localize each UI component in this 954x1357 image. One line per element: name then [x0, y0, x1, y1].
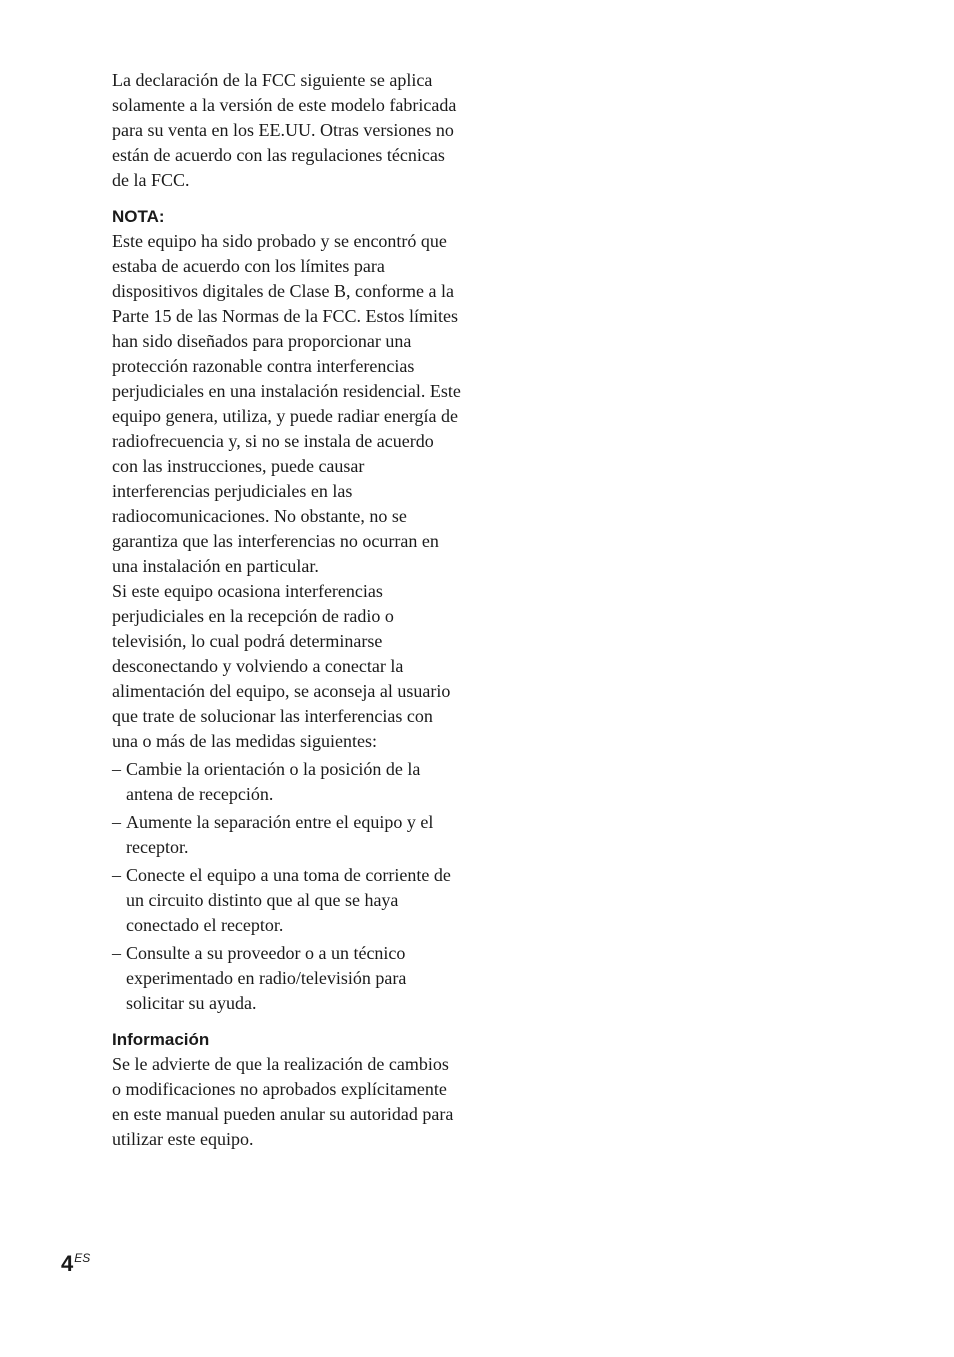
nota-paragraph-2: Si este equipo ocasiona interferencias perjudiciales en la recepción de radio o televisión, lo cual podrá determinarse desconectando y volviendo a conectar la alimentación del equipo, se aconseja al usuario que trate de solucionar las interferencias con una o más de las medidas siguientes: — [112, 581, 451, 751]
text-column — [112, 68, 462, 1152]
measure-text: Consulte a su proveedor o a un técnico experimentado en radio/televisión para solicitar su ayuda. — [126, 943, 407, 1013]
dash-bullet: – — [112, 865, 121, 885]
dash-bullet: – — [112, 943, 121, 963]
measure-text: Aumente la separación entre el equipo y el receptor. — [126, 812, 434, 857]
list-item — [112, 863, 462, 938]
nota-paragraph-1: Este equipo ha sido probado y se encontró que estaba de acuerdo con los límites para dispositivos digitales de Clase B, conforme a la Parte 15 de las Normas de la FCC. Estos límites han sido diseñados para proporcionar una protección razonable contra interferencias perjudiciales en una instalación residencial. Este equipo genera, utiliza, y puede radiar energía de radiofrecuencia y, si no se instala de acuerdo con las instrucciones, puede causar interferencias perjudiciales en las radiocomunicaciones. No obstante, no se garantiza que las interferencias no ocurran en una instalación en particular. — [112, 231, 461, 576]
list-item — [112, 757, 462, 807]
list-item — [112, 941, 462, 1016]
fcc-intro-paragraph: La declaración de la FCC siguiente se aplica solamente a la versión de este modelo fabricada para su venta en los EE.UU. Otras versiones no están de acuerdo con las regulaciones técnicas de la FCC. — [112, 70, 457, 190]
measures-list — [112, 757, 462, 1016]
nota-heading: NOTA: — [112, 207, 165, 226]
list-item — [112, 810, 462, 860]
dash-bullet: – — [112, 759, 121, 779]
informacion-paragraph: Se le advierte de que la realización de cambios o modificaciones no aprobados explícitamente en este manual pueden anular su autoridad para utilizar este equipo. — [112, 1054, 454, 1149]
page-language-code: ES — [74, 1251, 91, 1265]
measure-text: Cambie la orientación o la posición de la antena de recepción. — [126, 759, 421, 804]
page-footer — [61, 1251, 90, 1277]
dash-bullet: – — [112, 812, 121, 832]
page-number: 4 — [61, 1251, 74, 1276]
measure-text: Conecte el equipo a una toma de corriente de un circuito distinto que al que se haya conectado el receptor. — [126, 865, 451, 935]
informacion-heading: Información — [112, 1030, 210, 1049]
